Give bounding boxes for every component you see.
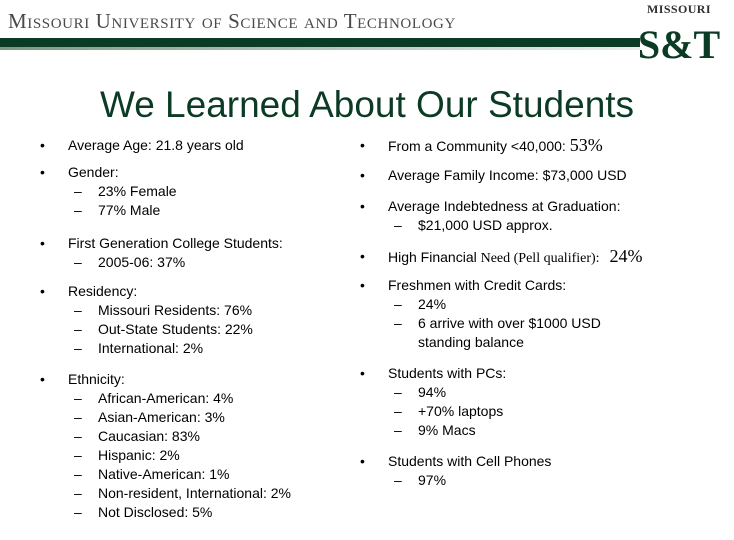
list-item: – Asian-American: 3% xyxy=(74,409,225,425)
list-item: – Non-resident, International: 2% xyxy=(74,485,291,501)
bullet-average-age xyxy=(40,136,350,155)
pcs-list xyxy=(388,383,710,440)
list-item: – +70% laptops xyxy=(394,403,504,419)
university-logo xyxy=(637,2,721,67)
bullet-indebtedness xyxy=(360,197,710,235)
list-item: – Missouri Residents: 76% xyxy=(74,302,253,318)
list-item: – 2005-06: 37% xyxy=(74,254,186,270)
bullet-icon: • xyxy=(360,198,365,214)
list-item: – 6 arrive with over $1000 USD standing balance xyxy=(394,315,601,350)
list-item: – 94% xyxy=(394,384,447,400)
cell-phones-list xyxy=(388,471,710,490)
bullet-residency xyxy=(40,282,350,358)
bullet-icon: • xyxy=(360,453,365,469)
indebtedness-list xyxy=(388,216,710,235)
header xyxy=(0,0,720,70)
list-item: – $21,000 USD approx. xyxy=(394,217,553,233)
average-age-text: Average Age: 21.8 years old xyxy=(68,137,244,153)
pcs-label: Students with PCs: xyxy=(388,365,507,381)
list-item: – 97% xyxy=(394,472,447,488)
bullet-pcs xyxy=(360,364,710,440)
gender-label: Gender: xyxy=(68,164,119,180)
bullet-community xyxy=(360,136,710,156)
cell-phones-label: Students with Cell Phones xyxy=(388,453,552,469)
bullet-first-generation xyxy=(40,234,350,272)
family-income-text: Average Family Income: $73,000 USD xyxy=(388,167,627,183)
list-item: – Out-State Students: 22% xyxy=(74,321,253,337)
pell-label: High Financial xyxy=(388,249,477,265)
list-item: – African-American: 4% xyxy=(74,390,234,406)
bullet-icon: • xyxy=(40,371,45,387)
header-rule xyxy=(0,38,640,47)
list-item: – Native-American: 1% xyxy=(74,466,230,482)
bullet-icon: • xyxy=(360,277,365,293)
bullet-family-income xyxy=(360,166,710,185)
header-rule-light xyxy=(0,47,640,50)
credit-cards-list xyxy=(388,295,710,352)
logo-mark: S&T xyxy=(637,22,721,67)
bullet-ethnicity xyxy=(40,370,350,522)
list-item: – 77% Male xyxy=(74,202,161,218)
bullet-icon: • xyxy=(360,137,365,153)
residency-label: Residency: xyxy=(68,283,138,299)
indebtedness-label: Average Indebtedness at Graduation: xyxy=(388,198,621,214)
community-label: From a Community <40,000: xyxy=(388,138,566,154)
ethnicity-label: Ethnicity: xyxy=(68,371,125,387)
bullet-cell-phones xyxy=(360,452,710,490)
list-item: – Caucasian: 83% xyxy=(74,428,200,444)
list-item: – Not Disclosed: 5% xyxy=(74,504,213,520)
list-item: – 23% Female xyxy=(74,183,177,199)
right-column xyxy=(360,136,710,490)
first-generation-list xyxy=(68,253,350,272)
bullet-pell xyxy=(360,247,710,268)
list-item: – 24% xyxy=(394,296,447,312)
university-name: Missouri University of Science and Technology xyxy=(8,9,456,33)
bullet-icon: • xyxy=(360,248,365,264)
bullet-icon: • xyxy=(40,137,45,153)
list-item: – 9% Macs xyxy=(394,422,476,438)
slide-title: We Learned About Our Students xyxy=(99,84,635,125)
list-item: – International: 2% xyxy=(74,340,204,356)
bullet-icon: • xyxy=(360,167,365,183)
bullet-icon: • xyxy=(40,283,45,299)
residency-list xyxy=(68,301,350,358)
left-column xyxy=(40,136,350,522)
bullet-gender xyxy=(40,163,350,220)
st-logo-icon xyxy=(637,18,721,67)
pell-label-serif: Need (Pell qualifier): xyxy=(480,251,600,266)
bullet-icon: • xyxy=(40,235,45,251)
first-generation-label: First Generation College Students: xyxy=(68,235,283,251)
bullet-icon: • xyxy=(40,164,45,180)
pell-value: 24% xyxy=(609,246,643,266)
bullet-credit-cards xyxy=(360,276,710,352)
logo-wordmark: MISSOURI xyxy=(647,2,711,16)
gender-list xyxy=(68,182,350,220)
community-value: 53% xyxy=(569,135,603,155)
credit-cards-label: Freshmen with Credit Cards: xyxy=(388,277,567,293)
bullet-icon: • xyxy=(360,365,365,381)
ethnicity-list xyxy=(68,389,350,522)
list-item: – Hispanic: 2% xyxy=(74,447,180,463)
